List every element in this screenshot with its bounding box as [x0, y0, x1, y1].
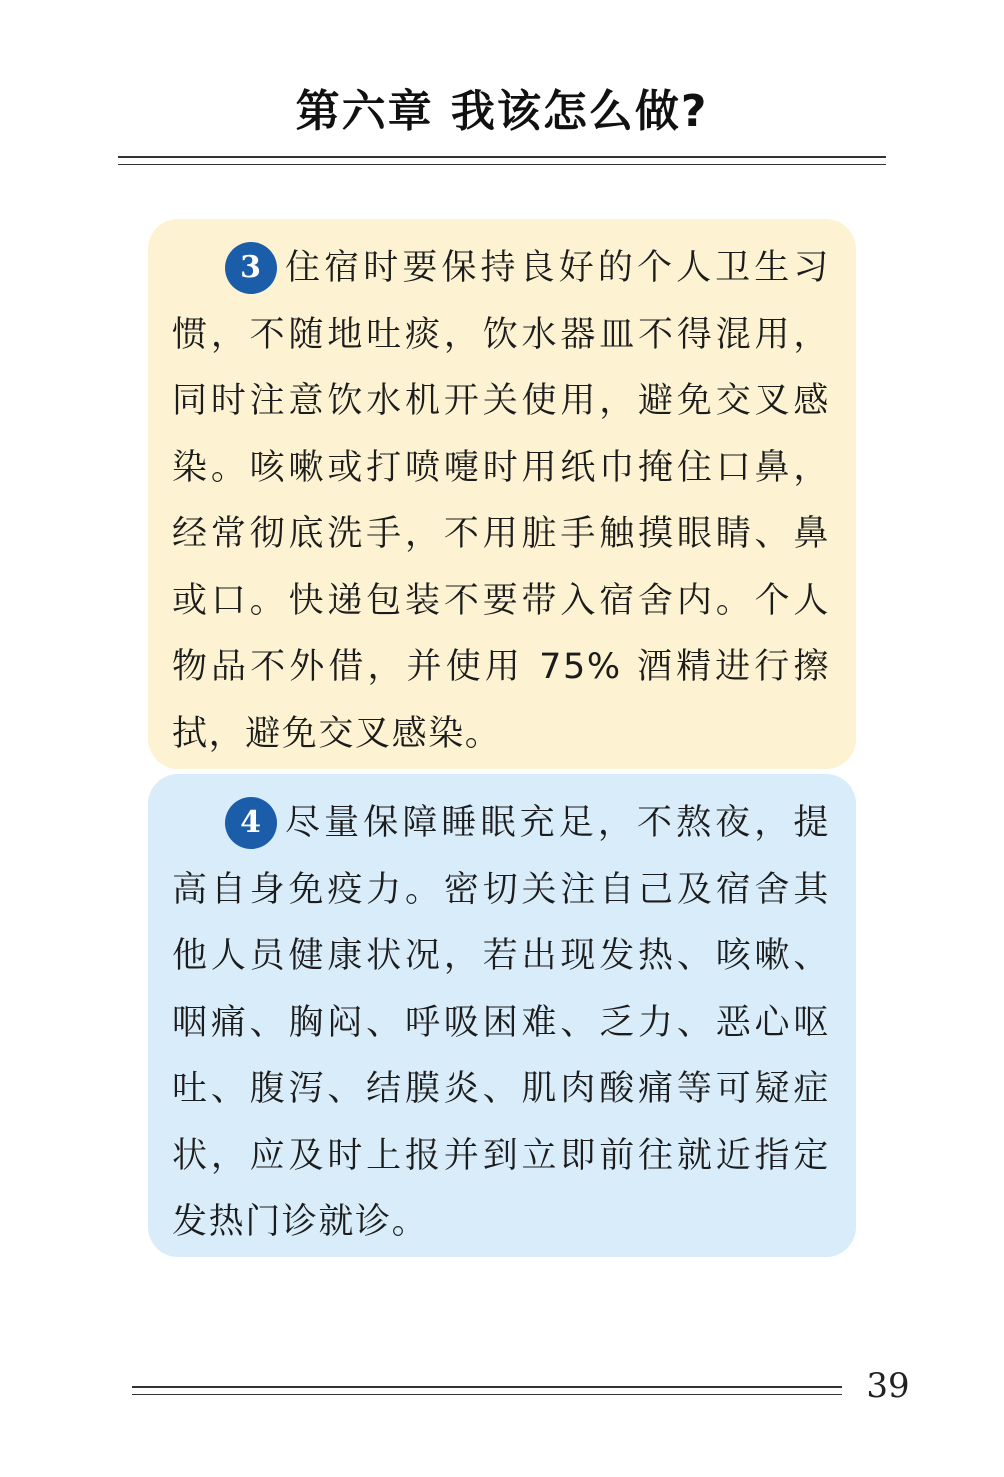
page-number: 39	[866, 1366, 910, 1406]
tip-text: 尽量保障睡眠充足，不熬夜，提高自身免疫力。密切关注自己及宿舍其他人员健康状况，若出现发热、咳嗽、咽痛、胸闷、呼吸困难、乏力、恶心呕吐、腹泻、结膜炎、肌肉酸痛等可疑症状，应及时上报并到立即前往就近指定发热门诊就诊。	[172, 803, 830, 1242]
tip-number-badge: 3	[225, 242, 277, 294]
footer-rule-thick	[132, 1386, 842, 1388]
footer-rule-thin	[132, 1394, 842, 1395]
tip-paragraph	[172, 235, 830, 767]
tip-number-badge: 4	[225, 797, 277, 849]
tip-paragraph	[172, 790, 830, 1256]
tip-card-4	[148, 774, 856, 1257]
tip-card-3	[148, 219, 856, 769]
chapter-title: 第六章 我该怎么做?	[295, 86, 709, 137]
header-rule-thick	[118, 156, 886, 158]
header-rule-thin	[118, 164, 886, 165]
tip-text: 住宿时要保持良好的个人卫生习惯，不随地吐痰，饮水器皿不得混用，同时注意饮水机开关使用，避免交叉感染。咳嗽或打喷嚏时用纸巾掩住口鼻，经常彻底洗手，不用脏手触摸眼睛、鼻或口。快递包装不要带入宿舍内。个人物品不外借，并使用 75% 酒精进行擦拭，避免交叉感染。	[172, 248, 830, 754]
